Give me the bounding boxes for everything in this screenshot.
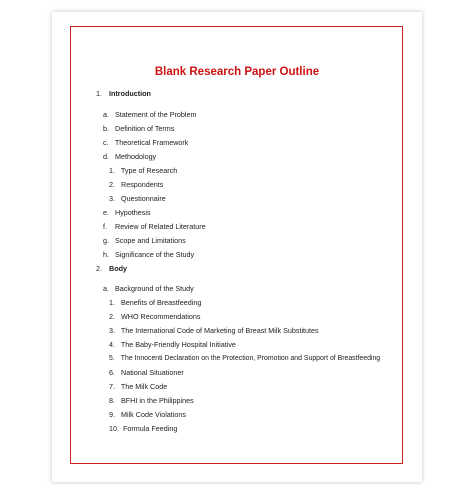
outline-text: Formula Feeding — [123, 424, 178, 433]
outline-text: Milk Code Violations — [121, 410, 186, 419]
outline-text: National Situationer — [121, 368, 184, 377]
outline-number: d. — [103, 152, 109, 161]
outline-subitem — [109, 326, 319, 336]
outline-text: Background of the Study — [115, 284, 194, 293]
outline-number: a. — [103, 110, 109, 119]
outline-number: 4. — [109, 340, 115, 349]
outline-item — [103, 152, 156, 162]
outline-number: 7. — [109, 382, 115, 391]
outline-number: 1. — [96, 89, 102, 98]
outline-text: Questionnaire — [121, 194, 166, 203]
outline-text: Introduction — [109, 89, 151, 98]
outline-text: BFHI in the Philippines — [121, 396, 194, 405]
outline-number: 6. — [109, 368, 115, 377]
outline-subitem — [109, 382, 167, 392]
outline-number: 9. — [109, 410, 115, 419]
outline-subitem — [109, 340, 236, 350]
outline-number: 1. — [109, 166, 115, 175]
outline-text: The Innocenti Declaration on the Protection, Promotion and Support of Breastfeeding — [120, 355, 381, 362]
outline-subitem — [109, 194, 166, 204]
outline-item — [103, 208, 151, 218]
outline-number: 8. — [109, 396, 115, 405]
outline-number: 2. — [109, 312, 115, 321]
outline-text: Body — [109, 264, 127, 273]
outline-number: 3. — [109, 326, 115, 335]
outline-subitem — [109, 424, 177, 434]
outline-subitem — [109, 298, 201, 308]
document-page — [52, 12, 422, 482]
outline-item-introduction — [96, 89, 151, 99]
outline-item-body — [96, 264, 127, 274]
outline-number: a. — [103, 284, 109, 293]
outline-item — [103, 284, 194, 294]
outline-text: Type of Research — [120, 166, 178, 175]
outline-text: Scope and Limitations — [115, 236, 186, 245]
outline-number: 3. — [109, 194, 115, 203]
outline-text: Statement of the Problem — [115, 110, 197, 119]
outline-subitem — [109, 180, 163, 190]
outline-number: 10. — [109, 424, 119, 433]
outline-subitem — [109, 368, 184, 378]
outline-subitem — [109, 410, 186, 420]
outline-text: Hypothesis — [115, 208, 151, 217]
outline-subitem — [109, 312, 201, 322]
outline-subitem — [109, 166, 177, 176]
outline-text: WHO Recommendations — [121, 312, 201, 321]
outline-number: 2. — [109, 180, 115, 189]
outline-text: The Milk Code — [120, 382, 168, 391]
outline-item — [103, 222, 206, 232]
outline-text: Benefits of Breastfeeding — [121, 298, 202, 307]
outline-text: Respondents — [121, 180, 164, 189]
outline-number: f. — [103, 222, 107, 231]
outline-item — [103, 250, 194, 260]
outline-number: h. — [103, 250, 109, 259]
outline-subitem — [109, 354, 380, 364]
outline-item — [103, 236, 186, 246]
outline-text: Methodology — [115, 152, 157, 161]
outline-text: Significance of the Study — [115, 250, 195, 259]
outline-text: The Baby-Friendly Hospital Initiative — [120, 340, 236, 349]
outline-text: The International Code of Marketing of Breast Milk Substitutes — [120, 326, 319, 335]
outline-number: g. — [103, 236, 109, 245]
outline-number: b. — [103, 124, 109, 133]
outline-item — [103, 138, 188, 148]
outline-subitem — [109, 396, 194, 406]
outline-text: Review of Related Literature — [115, 222, 206, 231]
outline-text: Theoretical Framework — [114, 138, 189, 147]
outline-number: 1. — [109, 298, 115, 307]
outline-number: 5. — [109, 355, 115, 362]
document-title: Blank Research Paper Outline — [154, 66, 320, 78]
outline-item — [103, 110, 197, 120]
outline-item — [103, 124, 174, 134]
outline-number: e. — [103, 208, 109, 217]
outline-number: c. — [103, 138, 109, 147]
outline-number: 2. — [96, 264, 102, 273]
outline-text: Definition of Terms — [115, 124, 175, 133]
